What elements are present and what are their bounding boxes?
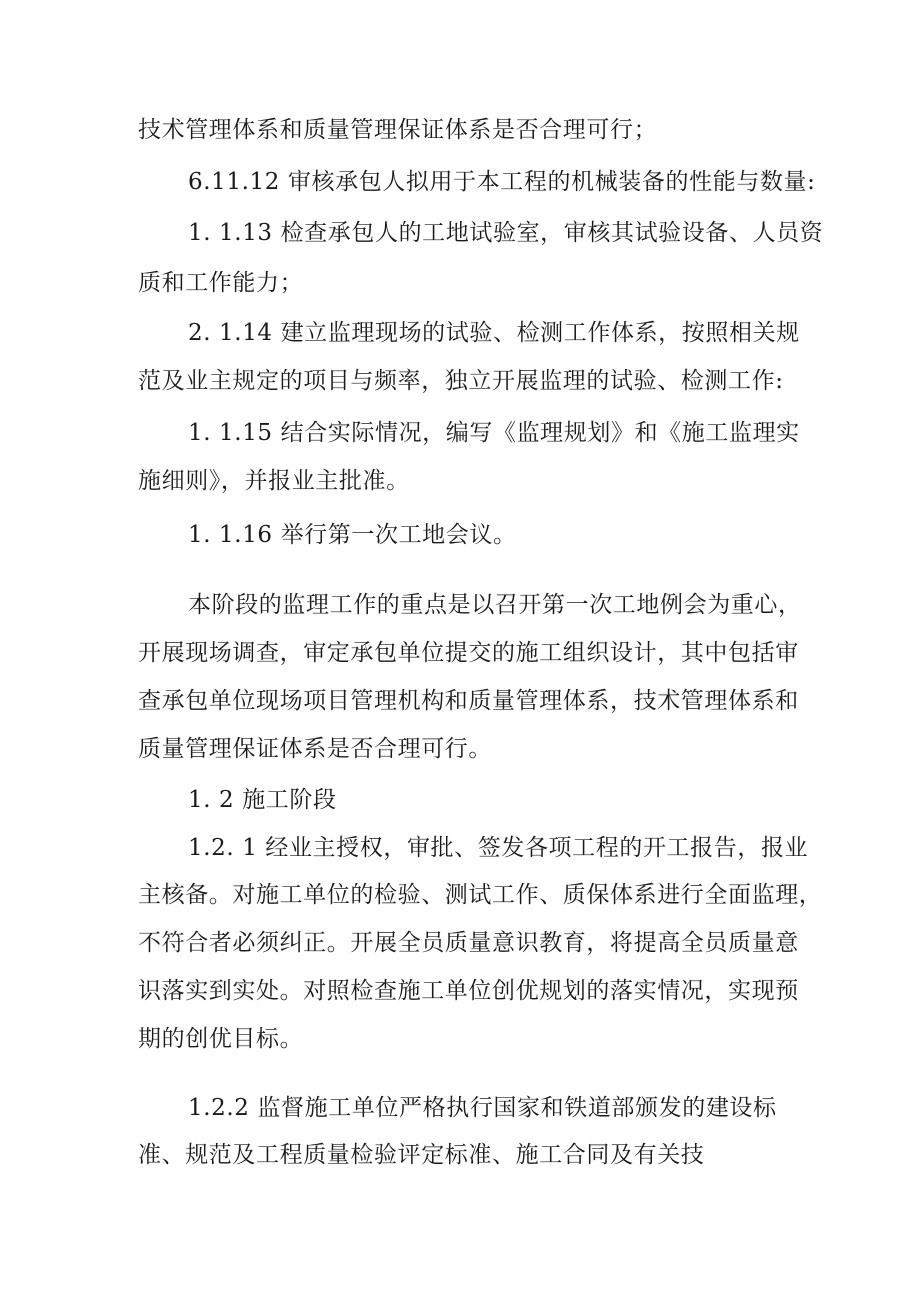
item-1-1-15: 1. 1.15 结合实际情况，编写《监理规划》和《施工监理实	[188, 420, 800, 446]
text-line: 开展现场调查，审定承包单位提交的施工组织设计，其中包括审	[138, 640, 799, 666]
item-1-1-16: 1. 1.16 举行第一次工地会议。	[188, 522, 517, 548]
summary-paragraph: 本阶段的监理工作的重点是以召开第一次工地例会为重心，	[188, 592, 802, 618]
text-line: 质量管理保证体系是否合理可行。	[138, 736, 492, 762]
text-line: 主核备。对施工单位的检验、测试工作、质保体系进行全面监理，	[138, 882, 823, 908]
item-1-1-13: 1. 1.13 检查承包人的工地试验室，审核其试验设备、人员资	[188, 220, 824, 246]
text-line: 不符合者必须纠正。开展全员质量意识教育，将提高全员质量意	[138, 930, 799, 956]
item-1-1-14: 2. 1.14 建立监理现场的试验、检测工作体系，按照相关规	[188, 320, 800, 346]
text-line: 技术管理体系和质量管理保证体系是否合理可行；	[138, 117, 658, 143]
text-line: 施细则》，并报业主批准。	[138, 468, 410, 494]
text-line: 查承包单位现场项目管理机构和质量管理体系，技术管理体系和	[138, 688, 799, 714]
item-1-2-1: 1.2. 1 经业主授权，审批、签发各项工程的开工报告，报业	[188, 835, 809, 861]
text-line: 范及业主规定的项目与频率，独立开展监理的试验、检测工作:	[138, 368, 784, 394]
section-heading-1-2: 1. 2 施工阶段	[188, 787, 337, 813]
text-line: 识落实到实处。对照检查施工单位创优规划的落实情况，实现预	[138, 978, 799, 1004]
section-6-11-12: 6.11.12 审核承包人拟用于本工程的机械装备的性能与数量:	[188, 169, 816, 195]
text-line: 准、规范及工程质量检验评定标准、施工合同及有关技	[138, 1142, 705, 1168]
text-line: 质和工作能力；	[138, 270, 304, 296]
text-line: 期的创优目标。	[138, 1026, 304, 1052]
item-1-2-2: 1.2.2 监督施工单位严格执行国家和铁道部颁发的建设标	[188, 1095, 777, 1121]
